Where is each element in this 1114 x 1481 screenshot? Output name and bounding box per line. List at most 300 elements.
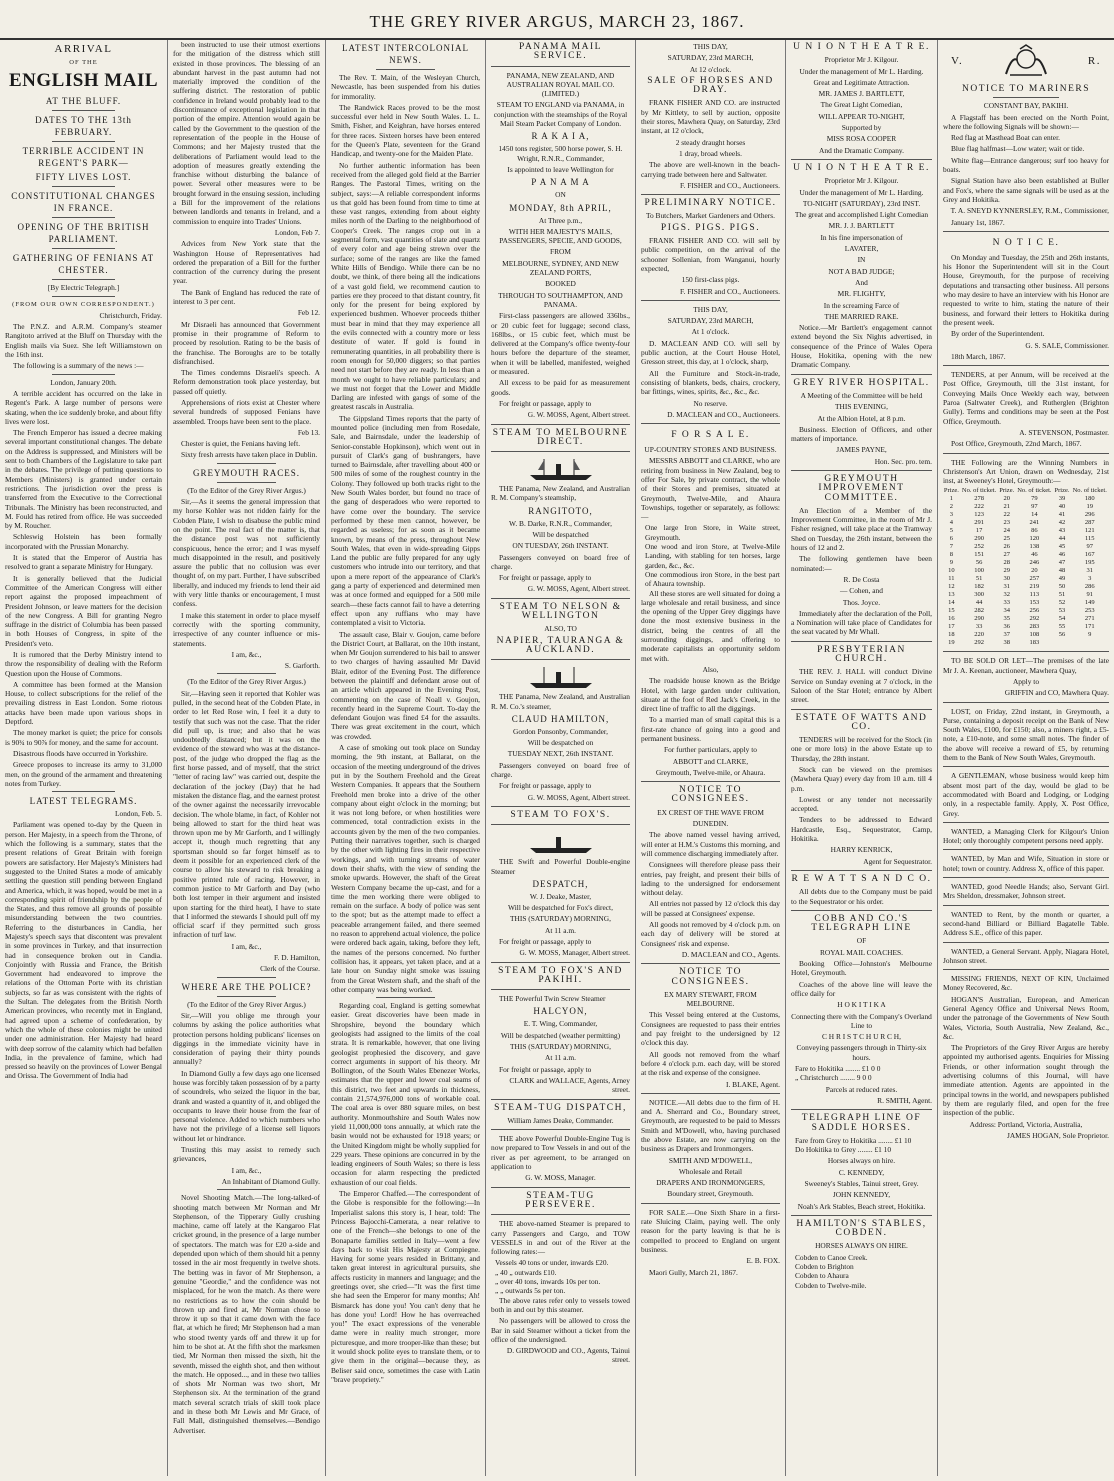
- prize-table: [943, 487, 1109, 647]
- section-heading: LATEST INTERCOLONIAL NEWS.: [341, 43, 470, 65]
- ad-text: In his fine impersonation of: [820, 232, 903, 242]
- prize-header: Prize.: [1054, 487, 1070, 495]
- prize-cell: 26: [1003, 543, 1010, 551]
- ad-text: D. MACLEAN AND CO. will sell by public auction, at the Court House Hotel, Gresson street, this day, at 1 o'clock, sharp,: [641, 338, 780, 367]
- prize-cell: 256: [1029, 607, 1040, 615]
- ad-text: WANTED, good Needle Hands; also, Servant Girl. Mrs Sheldon, dressmaker, Johnson street.: [943, 882, 1109, 901]
- ad-text: I. BLAKE, Agent.: [726, 1079, 780, 1089]
- prize-cell: 45: [1058, 543, 1066, 551]
- prize-cell: 50: [1058, 583, 1066, 591]
- prize-cell: 36: [1003, 623, 1010, 631]
- prize-row: [943, 583, 1109, 591]
- prize-row: [943, 607, 1109, 615]
- paragraph: Apprehensions of riots exist at Chester where several hundreds of supposed Fenians have assembled. Troops have been sent to the place.: [173, 397, 320, 426]
- ad-text: 1450 tons register, 500 horse power, S. H. Wright, R.N.R., Commander,: [498, 144, 623, 163]
- signature: Clerk of the Course.: [260, 964, 320, 974]
- dateline: London, January 20th.: [50, 377, 117, 387]
- prize-cell: 282: [974, 607, 984, 615]
- ad-heading: STEAM TO FOX'S AND PAKIHI.: [498, 965, 623, 985]
- ad-text: HORSES ALWAYS ON HIRE.: [815, 1241, 908, 1251]
- ad-text: WILL APPEAR TO-NIGHT,: [818, 111, 905, 121]
- prize-row: [943, 519, 1109, 527]
- ad-text: EX CREST OF THE WAVE FROM: [657, 807, 764, 817]
- prize-cell: 291: [974, 519, 984, 527]
- prize-cell: 253: [1084, 607, 1095, 615]
- section-heading: WHERE ARE THE POLICE?: [181, 981, 312, 992]
- crest-letter-r: R.: [1087, 55, 1101, 67]
- ship-name: HALCYON,: [533, 1006, 588, 1017]
- ad-text: 150 first-class pigs.: [681, 275, 740, 285]
- ad-text: STEAM TO ENGLAND via PANAMA, in conjunction with the steamships of the Royal Mail Steam Packet Company of London.: [493, 100, 628, 129]
- ad-heading: R E W A T T S A N D C O.: [791, 873, 932, 884]
- prize-cell: 3: [949, 511, 954, 519]
- prize-cell: 33: [975, 623, 983, 631]
- ad-text: THE Powerful Twin Screw Steamer: [499, 994, 606, 1004]
- prize-cell: 1: [949, 495, 954, 503]
- prize-cell: 257: [1029, 575, 1040, 583]
- prize-row: [943, 543, 1109, 551]
- steamship-icon: [526, 664, 596, 690]
- ad-text: F. FISHER and CO., Auctioneers.: [680, 180, 780, 190]
- prize-cell: 286: [1084, 583, 1095, 591]
- headline-parliament: OPENING OF THE BRITISH PARLIAMENT.: [17, 222, 150, 245]
- ad-text: MR. FLIGHTY,: [837, 289, 886, 299]
- headline-france: CONSTITUTIONAL CHANGES IN FRANCE.: [11, 191, 156, 214]
- prize-row: [943, 591, 1109, 599]
- prize-header: No. of ticket.: [1072, 487, 1107, 495]
- ad-text: For freight or passage, apply to: [499, 937, 592, 946]
- paragraph: The French Emperor has issued a decree making several important constitutional changes. The debate on the Address is suppressed, and Ministers will be sent to both Chambers of the Legislature to take part in the debates. The privilege of putting questions to Members (Ministers) is granted under certain restrictions. The jurisdiction over the press is transferred from the Executive to the Correctional Tribunals. The Ministry has been reconstructed, and M. Fould has retired from office. He was succeeded by M. Roucher.: [5, 428, 162, 531]
- list-item: One large Iron Store, in Waite street, Greymouth.: [645, 523, 780, 542]
- ad-text: SATURDAY, 23rd MARCH,: [667, 53, 754, 63]
- prize-cell: 19: [1086, 503, 1093, 511]
- list-item: One wood and iron Store, at Twelve-Mile Landing, with stabling for ten horses, large garden, &c., &c.: [645, 542, 780, 570]
- ad-text: A Flagstaff has been erected on the North Point, where the following Signals will be shown:—: [943, 112, 1109, 131]
- ad-text: Apply to: [1012, 676, 1040, 686]
- ad-text: At 12 o'clock.: [689, 64, 732, 74]
- ad-text: W. B. Darke, R.N.R., Commander,: [509, 518, 612, 528]
- ad-heading: PRELIMINARY NOTICE.: [644, 198, 777, 209]
- prize-cell: 252: [974, 543, 984, 551]
- paragraph: Schleswig Holstein has been formally incorporated with the Prussian Monarchy.: [5, 532, 162, 551]
- paragraph: The P.N.Z. and A.R.M. Company's steamer Rangitoto arrived at the Bluff on Thursday with the English mails via Suez. She left Williamstown on the 16th inst.: [5, 322, 162, 360]
- prize-cell: 287: [1084, 519, 1095, 527]
- ad-text: Under the management of Mr L. Harding.: [799, 66, 924, 76]
- paragraph: A case of smoking out took place on Sunday morning, the 9th instant, at Ballarat, on the occasion of the meeting underground of the drives put in by the Southern Freehold and the Great Western Companies. It appears that the Southern Freehold men broke into a drive of the other company about eight o'clock in the morning; but it was not long before, or when hostilities were commenced, total contradiction exists in the accounts given by the men of the two companies. Putting their narratives together, such is charged by the other with lighting fires in their respective workings, and with turning streams of water down their shafts, with the view of sending the smoke upwards. However, the shaft of the Great Western Company became the up-cast, and for a time the men working there were obliged to remain on the surface. A body of police was sent to the spot; but as the attempt made to effect a peaceable arrangement failed, and there seemed no reason to apprehend actual violence, the police were ordered back again, taking, before they left, the names of the persons concerned. No further collision has, it appears, yet taken place, and at a late hour on Sunday night smoke was issuing from the Great Western shaft, and the shaft of the other company was being worked.: [331, 743, 480, 994]
- ad-text: Immediately after the declaration of the Poll, a Nomination will take place of Candidates for the seat vacated by Mr Whall.: [791, 608, 932, 637]
- ad-text: OF: [856, 936, 867, 946]
- headline-english-mail: ENGLISH MAIL: [8, 70, 159, 92]
- ad-text: Stock can be viewed on the premises (Mawhera Quay) every day from 10 a.m. till 4 p.m.: [791, 765, 932, 793]
- ad-text: At Three p.m.,: [538, 215, 583, 225]
- paragraph: It is stated that the Emperor of Austria has resolved to grant a separate Ministry for Hungary.: [5, 553, 162, 572]
- prize-cell: 25: [1003, 535, 1010, 543]
- rate-line: Vessels 40 tons or under, inwards £20.: [495, 1258, 609, 1268]
- prize-cell: 195: [1084, 559, 1095, 567]
- correspondent: (FROM OUR OWN CORRESPONDENT.): [12, 300, 155, 308]
- prize-cell: 9: [949, 559, 954, 567]
- ad-text: LOST, on Friday, 22nd instant, in Greymouth, a Purse, containing a deposit receipt on the Bank of New South Wales, £100, for £150; also, a miners right, a £5-note, a £10-note, and some small notes. The finder of the above will receive a reward of £5, by returning them to the Bank of New South Wales, Greymouth.: [943, 706, 1109, 763]
- prize-cell: 13: [948, 591, 955, 599]
- ad-text: Also,: [702, 664, 719, 674]
- prize-row: [943, 503, 1109, 511]
- ad-text: G. W. MOSS, Agent, Albert street.: [527, 584, 630, 594]
- ad-text: Blue flag halfmast—Low water; wait or tide.: [951, 144, 1085, 154]
- ad-text: WANTED to Rent, by the month or quarter, a second-hand Billiard or Billiard Bagatelle Table. Address S.E., office of this paper.: [943, 909, 1109, 938]
- prize-cell: 219: [1029, 583, 1040, 591]
- prize-row: [943, 567, 1109, 575]
- route-line: Cobden to Brighton: [795, 1262, 854, 1272]
- prize-cell: 44: [1058, 535, 1066, 543]
- prize-row: [943, 495, 1109, 503]
- ad-heading: U N I O N T H E A T R E.: [793, 162, 930, 173]
- prize-cell: 246: [1029, 559, 1040, 567]
- prize-cell: 182: [974, 583, 984, 591]
- ad-text: NOT A BAD JUDGE;: [828, 266, 895, 276]
- ad-heading: STEAM TO FOX'S.: [510, 809, 611, 820]
- paragraph: Sixty fresh arrests have taken place in Dublin.: [181, 450, 318, 460]
- ship-name: CLAUD HAMILTON,: [511, 713, 610, 724]
- prize-row: [943, 511, 1109, 519]
- ad-text: All entries not passed by 12 o'clock this day will be passed at Consignees' expense.: [641, 899, 780, 918]
- headline-dates: DATES TO THE 13th FEBRUARY.: [35, 115, 132, 138]
- prize-header: No. of ticket.: [1017, 487, 1052, 495]
- ad-text: All the Furniture and Stock-in-trade, consisting of blankets, beds, chairs, crockery, bar fittings, wines, spirits, &c., &c., &c.: [641, 368, 780, 397]
- ad-text: THIS EVENING,: [835, 402, 888, 412]
- column-6: [786, 40, 938, 1476]
- prize-cell: 18: [948, 631, 955, 639]
- ad-text: WANTED, by Man and Wife, Situation in store or hotel; town or country. Address X, office of this paper.: [943, 854, 1109, 873]
- prize-cell: 33: [1003, 599, 1010, 607]
- prize-cell: 39: [1058, 495, 1066, 503]
- ad-text: G. S. SALE, Commissioner.: [1025, 340, 1109, 350]
- prize-cell: 153: [1029, 599, 1040, 607]
- ad-text: And: [855, 277, 868, 287]
- ad-text: A. STEVENSON, Postmaster.: [1019, 427, 1109, 437]
- prize-cell: 121: [1084, 527, 1095, 535]
- ad-text: A GENTLEMAN, whose business would keep him absent most part of the day, would be glad to be accommodated with Board and Lodging, or Lodging only, in a respectable family. Apply, X. Post Office, Grey.: [943, 771, 1109, 818]
- ad-text: Notice.—Mr Bartlett's engagement cannot extend beyond the Six Nights advertised, in consequence of the Prince of Wales Opera House, Hokitika, opening with the new Dramatic Company.: [791, 323, 932, 370]
- ad-text: The great and accomplished Light Comedian: [794, 210, 929, 220]
- signature: An Inhabitant of Diamond Gully.: [221, 1176, 320, 1186]
- ad-text: At 11 a.m.: [545, 925, 576, 935]
- ad-text: BOOKED: [545, 279, 576, 289]
- paragraph: The following is a summary of the news :—: [13, 361, 144, 371]
- ad-heading: NAPIER, TAURANGA & AUCKLAND.: [496, 635, 625, 655]
- ad-text: C. KENNEDY,: [838, 1167, 885, 1177]
- ad-heading: F O R S A L E.: [671, 430, 750, 441]
- ad-text: DRAPERS AND IRONMONGERS,: [656, 1178, 765, 1188]
- paragraph: A committee has been formed at the Mansion House, to collect subscriptions for the relief of the prevailing distress in East London. Some riotous attacks have been made upon various shops in Deptford.: [5, 679, 162, 727]
- ad-heading: STEAM-TUG DISPATCH,: [494, 1102, 627, 1113]
- section-heading: LATEST TELEGRAMS.: [29, 796, 138, 807]
- ad-text: WANTED, a General Servant. Apply, Niagara Hotel, Johnson street.: [943, 946, 1109, 965]
- ad-text: THE Panama, New Zealand, and Australian R. M. Company's steamship,: [491, 484, 630, 503]
- prize-cell: [1054, 639, 1071, 647]
- prize-cell: 290: [974, 615, 984, 623]
- ship-name: R A K A I A,: [531, 131, 590, 142]
- prize-cell: 97: [1086, 543, 1093, 551]
- ad-text: Horses always on hire.: [827, 1156, 896, 1166]
- ad-text: FRANK FISHER AND CO. will sell by public competition, on the arrival of the schooner Sollenian, from Wanganui, hourly expected,: [641, 236, 780, 273]
- prize-cell: 17: [948, 623, 955, 631]
- ad-text: And the Dramatic Company.: [819, 145, 904, 155]
- ad-text: HOGAN'S Australian, European, and American General Agency Office and Universal News Room, under the patronage of the Governments of New South Wales, Victoria, South Australia, New Zealand, &c., &c.: [943, 994, 1109, 1041]
- prize-cell: 5: [949, 527, 954, 535]
- prize-cell: 53: [1058, 607, 1066, 615]
- prize-cell: 241: [1029, 519, 1040, 527]
- paragraph: Chester is quiet, the Fenians having left.: [181, 439, 301, 449]
- paragraph: Sir,—Having seen it reported that Kohler was pulled, in the second heat of the Cobden Plate, in order to let Red Rose win, I feel it a duty to testify that such was not the case. That the rider did pull up, is true; and also that he was undoubtedly distanced; but it was on the evidence of the steward who was at the distance-post, of the judge who dropped the flag as the first horse passed, and of myself, that the strict "letter of racing law" was carried out, despite the declaration of the jockey (Day) that he had mistaken the distance flag, and the earnest protest of the owner against the necessarily irrevocable decision. The whole blame, in fact, of Kohler not being allowed to start for the third heat was thrown upon me by Mr Garforth, and I willingly accept it, though much regretting that any sportsman should so far forget himself as to deem it possible for an experienced clerk of the course to allow his steward to risk breaking a positive printed rule of racing. However, in common justice to Mr Garforth and Day (who both lost temper in their argument and insisted upon starting for the third heat), I have to state that I informed the stewards I should pull off my official scarf if they permitted such gross infraction of turf law.: [173, 688, 320, 940]
- ad-text: G. W. MOSS, Manager.: [525, 1173, 596, 1183]
- ad-heading: HAMILTON'S STABLES, COBDEN.: [796, 1218, 927, 1239]
- prize-cell: 41: [1058, 511, 1066, 519]
- paragraph: It is rumored that the Derby Ministry intend to throw the responsibility of dealing with the Reform Question upon the House of Commons.: [5, 649, 162, 678]
- ad-text: Red flag at Masthead Boat can enter.: [951, 133, 1060, 143]
- signature: S. Garforth.: [284, 661, 320, 671]
- ad-text: THIS (SATURDAY) MORNING,: [510, 914, 611, 924]
- ship-name: RANGITOTO,: [528, 505, 593, 516]
- paragraph: Sir,—As it seems the general impression that my horse Kohler was not ridden fairly for the Cobden Plate, I wish to disabuse the public mind on the point. The real fact of the matter is, that the distance post was not sufficiently conspicuous, hence the error; and I was myself much disappointed in the result, and positively assure the public that no collusion was ever thought of, on my part. Further, I have subscribed liberally, and induced my friends to lend their aid with very little thanks or encouragement, I must confess.: [173, 497, 320, 609]
- prize-cell: 30: [1003, 575, 1010, 583]
- ad-text: Sweeney's Stables, Tainui street, Grey.: [804, 1178, 919, 1188]
- prize-cell: 9: [1088, 631, 1092, 639]
- ad-text: GRIFFIN and CO, Mawhera Quay.: [1004, 688, 1109, 698]
- ad-text: NOTICE.—All debts due to the firm of H. and A. Sherrard and Co., Boundary street, Greymouth, are requested to be paid to Messrs Smith and M'Dowell, who, having purchased the above Estate, are now carrying on the business as Drapers and Ironmongers.: [641, 1097, 780, 1154]
- prize-row: [943, 575, 1109, 583]
- dateline: Christchurch, Friday.: [99, 310, 162, 320]
- prize-cell: 49: [1058, 575, 1066, 583]
- prize-cell: 31: [1003, 583, 1010, 591]
- ad-text: THE MARRIED RAKE.: [824, 311, 899, 321]
- prize-cell: 37: [1003, 631, 1010, 639]
- editor-line: (To the Editor of the Grey River Argus.): [187, 999, 306, 1009]
- ad-text: For freight or passage, apply to: [499, 573, 592, 583]
- ad-heading: TELEGRAPH LINE OF SADDLE HORSES.: [801, 1113, 922, 1133]
- prize-cell: 46: [1058, 551, 1066, 559]
- prize-cell: 21: [1003, 503, 1010, 511]
- prize-cell: 151: [974, 551, 984, 559]
- ad-text: Coaches of the above line will leave the office daily for: [791, 979, 932, 998]
- fare-line: „ Christchurch ........ 9 0 0: [795, 1073, 872, 1083]
- prize-cell: 167: [1084, 551, 1095, 559]
- crest-letter-v: V.: [951, 55, 964, 67]
- signature: I am, &c.,: [231, 1165, 262, 1175]
- ad-text: EX MARY STEWART, FROM MELBOURNE.: [664, 989, 757, 1009]
- ad-text: Signal Station have also been established at Buller and Fox's, where the same signals will be used as at the Grey and Hokitika.: [943, 176, 1109, 204]
- ad-text: To Butchers, Market Gardeners and Others.: [646, 211, 775, 221]
- prize-cell: 100: [974, 567, 984, 575]
- signature: I am, &c.,: [231, 649, 262, 659]
- route-line: Cobden to Twelve-mile.: [795, 1280, 867, 1290]
- prize-cell: 44: [975, 599, 983, 607]
- column-7: [938, 40, 1114, 1476]
- signature: I am, &c.,: [231, 941, 262, 951]
- prize-cell: 8: [949, 551, 954, 559]
- ad-text: Business. Election of Officers, and other matters of importance.: [791, 424, 932, 444]
- prize-cell: 283: [1029, 623, 1040, 631]
- fare-line: Fare to Hokitika ........ £1 0 0: [795, 1064, 881, 1074]
- ad-text: MR. J. J. BARTLETT: [828, 221, 895, 231]
- prize-cell: 222: [974, 503, 984, 511]
- prize-cell: 34: [1003, 607, 1010, 615]
- prize-cell: 42: [1058, 519, 1066, 527]
- royal-arms: [943, 40, 1109, 82]
- prize-cell: 180: [1084, 495, 1095, 503]
- section-heading: GREYMOUTH RACES.: [192, 467, 300, 478]
- ad-text: January 1st, 1867.: [951, 217, 1005, 227]
- ad-text: THE Swift and Powerful Double-engine Steamer: [491, 857, 630, 876]
- ad-text: Supported by: [841, 123, 882, 133]
- paragraph: The Rev. T. Main, of the Wesleyan Church, Newcastle, has been suspended from his duties for immorality.: [331, 73, 480, 101]
- ad-text: Under the management of Mr L. Harding.: [799, 187, 924, 197]
- ad-text: Maori Gully, March 21, 1867.: [649, 1267, 738, 1277]
- ad-text: F. FISHER and CO., Auctioneers.: [680, 286, 780, 296]
- ad-text: At 1 o'clock.: [691, 327, 730, 337]
- prize-cell: 113: [1029, 591, 1040, 599]
- prize-cell: 27: [1003, 551, 1010, 559]
- ad-heading: PRESBYTERIAN CHURCH.: [817, 644, 906, 665]
- prize-cell: [1070, 639, 1109, 647]
- ad-text: The roadside house known as the Bridge Hotel, with large garden under cultivation, situate at the foot of Red Jack's Creek, in the direct line of traffic to all the diggings.: [641, 676, 780, 714]
- prize-cell: 183: [1029, 639, 1040, 647]
- prize-cell: 38: [1003, 639, 1010, 647]
- prize-cell: 290: [974, 535, 984, 543]
- ad-heading: N O T I C E.: [992, 237, 1060, 248]
- ad-text: PANAMA, NEW ZEALAND, AND AUSTRALIAN ROYAL MAIL CO. (LIMITED.): [506, 70, 615, 99]
- dateline: Feb 13.: [297, 427, 320, 437]
- ad-text: E. B. FOX.: [746, 1256, 780, 1266]
- paragraph: I make this statement in order to place myself correctly with the sporting community, irrespective of any counter influence or mis-statements.: [173, 610, 320, 648]
- ship-name: DESPATCH,: [532, 878, 589, 889]
- paragraph: The Bank of England has reduced the rate of interest to 3 per cent.: [173, 287, 320, 307]
- prize-row: [943, 535, 1109, 543]
- ad-text: All these stores are well situated for doing a large wholesale and retail business, and since the opening of the Upper Grey diggings have done the most extensive business in the district, being the centres of all the surrounding diggings, and offering to moderate capitalists an opportunity seldom met with.: [641, 588, 780, 663]
- ad-heading: NOTICE TO CONSIGNEES.: [671, 785, 750, 805]
- rate-line: „ over 40 tons, inwards 10s per ton.: [495, 1277, 601, 1287]
- ad-text: Passengers conveyed on board free of charge.: [491, 552, 630, 571]
- headline-of-the: OF THE: [69, 59, 98, 66]
- ad-text: 2 steady draught horses: [675, 137, 746, 147]
- ad-text: THE REV. J. HALL will conduct Divine Service on Sunday evening at 7 o'clock, in the Saloon of the Star Hotel; entrance by Albert street.: [791, 667, 932, 705]
- ad-text: Hon. Sec. pro. tem.: [874, 456, 932, 466]
- column-5: [636, 40, 786, 1476]
- ad-text: The above named vessel having arrived, will enter at H.M.'s Customs this morning, and will commence discharging immediately after.: [641, 830, 780, 858]
- paragraph: Parliament was opened to-day by the Queen in person. Her Majesty, in a speech from the Throne, of which the following is a summary, states that the present relations of Great Britain with foreign powers are satisfactory. Her Majesty's Ministers had suggested to the United States a mode of amicably settling the question still pending between England and America, which, it was hoped, would be met in a corresponding spirit of friendship by the people of the States, and thus remove all grounds of possible misunderstanding between the two countries. Referring to the disturbances in Candia, her Majesty's speech says that discontent was prevalent in some provinces in Turkey, and that insurrection had in consequence broken out in Candia. Conjointly with Russia and France, the British Government had endeavored to improve the relations of the Ottoman Porte with its christian subjects, so far as was consistent with the rights of the Sultan. The delegates from the British North American provinces, who recently met in England, had agreed upon a scheme of confederation, by which the whole of these colonies might be united under one administration. Her Majesty had heard with deep sorrow of the calamity which had befallen India, in the prevalence of famine, which had pressed so heavily on the provinces of Lower Bengal and Orissa. The Government of India had: [5, 820, 163, 1081]
- ad-text: MISS ROSA COOPER: [826, 134, 897, 144]
- ad-text: WITH HER MAJESTY'S MAILS, PASSENGERS, SPECIE, AND GOODS,: [499, 226, 622, 246]
- ad-text: DUNEDIN.: [692, 819, 729, 829]
- ad-text: UP-COUNTRY STORES AND BUSINESS.: [644, 445, 777, 455]
- masthead-title: THE GREY RIVER ARGUS, MARCH 23, 1867.: [369, 12, 745, 31]
- ad-text: TO-NIGHT (SATURDAY), 23rd INST.: [802, 198, 921, 208]
- ad-heading: COBB AND CO.'S TELEGRAPH LINE: [811, 913, 912, 934]
- prize-cell: 17: [975, 527, 983, 535]
- prize-cell: 51: [1058, 591, 1066, 599]
- prize-cell: 278: [974, 495, 984, 503]
- ad-text: The above rates refer only to vessels towed both in and out by this steamer.: [491, 1295, 630, 1314]
- paragraph: A terrible accident has occurred on the lake in Regent's Park. A large number of persons were skating, when the ice suddenly broke, and about fifty lives were lost.: [5, 388, 162, 426]
- ad-text: JOHN KENNEDY,: [832, 1190, 891, 1200]
- prize-header: Prize.: [999, 487, 1015, 495]
- ad-heading: ESTATE OF WATTS AND CO.: [795, 712, 928, 732]
- ad-text: The above are well-known in the beach-carrying trade between here and Saltwater.: [641, 160, 780, 179]
- ad-text: Connecting there with the Company's Overland Line to: [791, 1011, 932, 1030]
- prize-cell: 97: [1031, 503, 1038, 511]
- ad-text: All excess to be paid for as measurement goods.: [491, 378, 630, 397]
- prize-row: [943, 551, 1109, 559]
- ad-text: THIS DAY,: [693, 42, 728, 51]
- paragraph: No further authentic information has been received from the alleged gold field at the Barrier Ranges. The Pastoral Times, writing on the subject, says:—A reliable correspondent informs us that gold has been found from time to time at these vast ranges, extending from about eighty miles north of the Darling to the neighborhood of Cooper's Creek. The ranges crop out in a segmental form, vast quantities of slate and quartz of every color and age being strewn over the surface; some of the ranges are like the famed White Hills of Bendigo. While there can be no doubt, we think, of there being all the indications of a vast gold field, we recommend caution to parties ere they proceed to that distant country, fit only for the present for being explored by experienced bushmen. Whoever proceeds thither must bear in mind that they may experience all the evils connected with a country more or less destitute of water. If gold is found in remunerating quantities, in all probability there is room enough for 50,000 diggers; so that parties need not start before they are ready. In less than a month we ought to have reliable particulars; and we must not forget that the Lower and Middle Darling are infested with gangs of some of the greatest rascals in Australia.: [331, 160, 480, 412]
- ad-text: An Election of a Member of the Improvement Committee, in the room of Mr J. Fisher resigned, will take place at the Tramway Shed on Tuesday, the 26th instant, between the hours of 12 and 2.: [791, 505, 932, 553]
- column-3: [326, 40, 486, 1476]
- ad-heading: NOTICE TO CONSIGNEES.: [671, 967, 750, 987]
- route-line: Cobden to Ahaura: [795, 1271, 849, 1281]
- prize-cell: 12: [948, 583, 955, 591]
- ad-text: D. GIRDWOOD and CO., Agents, Tainui street.: [506, 1346, 630, 1365]
- ad-text: All goods not removed from the wharf before 4 o'clock p.m. each day, will be stored at the risk and expense of the consignee.: [641, 1049, 780, 1078]
- prize-cell: 48: [1058, 567, 1066, 575]
- ad-text: IN: [857, 255, 866, 265]
- prize-cell: 91: [1086, 591, 1093, 599]
- headline-fenians: GATHERING OF FENIANS AT CHESTER.: [12, 253, 155, 276]
- headline-accident: TERRIBLE ACCIDENT IN REGENT'S PARK—: [22, 146, 145, 169]
- ad-heading: PANAMA MAIL SERVICE.: [519, 42, 602, 62]
- ad-text: At 11 a.m.: [545, 1053, 576, 1063]
- prize-row: [943, 527, 1109, 535]
- ad-text: Will be despatched (weather permitting): [500, 1030, 621, 1040]
- ad-text: No passengers will be allowed to cross the Bar in said Steamer without a ticket from the office of the undersigned.: [491, 1316, 630, 1344]
- ad-text: Boundary street, Greymouth.: [667, 1189, 754, 1199]
- rate-line: „ „ outwards 5s per ton.: [495, 1286, 566, 1296]
- ad-text: ROYAL MAIL COACHES.: [819, 947, 903, 957]
- ad-text: FROM: [550, 247, 571, 257]
- ad-text: For freight or passage, apply to: [499, 398, 592, 408]
- ad-text: Passengers conveyed on board free of charge.: [491, 760, 630, 780]
- ad-text: A Meeting of the Committee will be held: [800, 390, 923, 400]
- paragraph: Disastrous floods have occurred in Yorkshire.: [13, 748, 148, 758]
- prize-cell: 296: [1084, 511, 1095, 519]
- ad-text: G. W. MOSS, Agent, Albert street.: [527, 410, 630, 420]
- prize-cell: 29: [1003, 567, 1010, 575]
- royal-crest-icon: [1002, 44, 1050, 78]
- ad-text: Proprietor Mr J. Kilgour.: [824, 176, 899, 186]
- prize-cell: 43: [1058, 527, 1066, 535]
- prize-cell: 292: [1029, 615, 1040, 623]
- prize-cell: 28: [1003, 559, 1010, 567]
- prize-cell: 10: [948, 567, 955, 575]
- prize-cell: 138: [1029, 543, 1040, 551]
- paragraph: Mr Disraeli has announced that Government promise in their programme of Reform to proceed by resolution. Rating to be the basis of the franchise. The Boroughs are to be totally disfranchised.: [173, 319, 320, 366]
- prize-table-body: [943, 495, 1109, 647]
- ad-text: For freight or passage, apply to: [499, 1064, 592, 1074]
- ad-text: Will be despatched for Fox's direct,: [508, 903, 613, 913]
- paragraph: Trusting this may assist to remedy such grievances,: [173, 1145, 320, 1164]
- ad-heading: PIGS. PIGS. PIGS.: [660, 222, 761, 233]
- paragraph: It is generally believed that the Judicial Committee of the American Congress will either report against the proposed impeachment of President Johnson, or leave matters for the decision of the new Congress. A Bill for granting Negro suffrage in the district of Columbia has been passed in both Houses of Congress, in spite of the President's veto.: [5, 573, 162, 648]
- column-1: [0, 40, 168, 1476]
- ad-text: ALSO, TO: [544, 624, 577, 634]
- prize-row: [943, 631, 1109, 639]
- ad-text: WANTED, a Managing Clerk for Kilgour's Union Hotel; only thoroughly competent persons need apply.: [943, 826, 1109, 846]
- ad-text: 1 dray, broad wheels.: [679, 148, 742, 158]
- ad-text: Post Office, Greymouth, 22nd March, 1867.: [951, 439, 1082, 449]
- paragraph: The assault case, Blair v. Goujon, came before the District Court, at Ballarat, on the 10th instant, when Mr Goujon surrendered to his bail to answer to two charges of having assaulted Mr David Blair, editor of the Evening Post. The difference between the plaintiff and defendant arose out of an article which appeared in the Evening Post, commenting on the case of Noall v. Goujon, recently heard in the Supreme Court. To-day the defendant Goujon was fined £4 for the assaults. There was great excitement in the court, which was crowded.: [331, 629, 481, 741]
- ad-text: Tenders to be addressed to Edward Hardcastle, Esq., Sequestrator, Camp, Hokitika.: [791, 815, 932, 844]
- ad-text: HARRY KENRICK,: [830, 845, 893, 855]
- ad-text: Greymouth, Twelve-mile, or Ahaura.: [655, 767, 766, 777]
- prize-cell: 79: [1031, 495, 1038, 503]
